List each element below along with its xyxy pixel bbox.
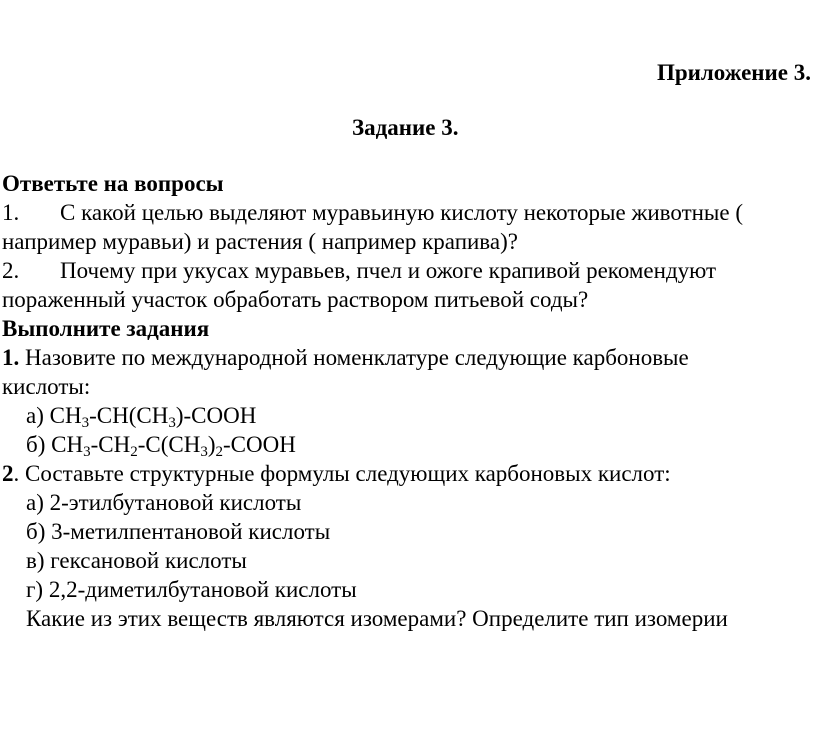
- formula-a-part: -CH(CH: [89, 403, 169, 428]
- task-2-item-b: б) 3-метилпентановой кислоты: [26, 519, 331, 544]
- formula-b-subscript: 3: [83, 444, 91, 460]
- appendix-label: Приложение 3.: [656, 60, 811, 85]
- question-2-number: 2.: [2, 258, 20, 283]
- formula-a-part: )-COOH: [175, 403, 257, 428]
- task-2-text-line1: . Составьте структурные формулы следующих карбоновых кислот:: [13, 461, 671, 486]
- question-2-text-line2: пораженный участок обработать раствором питьевой соды?: [2, 287, 589, 312]
- task-1-text-line2: кислоты:: [2, 374, 91, 399]
- formula-a-subscript: 3: [81, 415, 90, 431]
- task-2-item-c: в) гексановой кислоты: [26, 548, 247, 573]
- formula-a-part: а) CH: [26, 403, 82, 428]
- formula-b-part: -C(CH: [137, 432, 201, 457]
- formula-a-subscript: 3: [168, 415, 176, 431]
- question-1-text-line1: С какой целью выделяют муравьиную кислоту некоторые животные (: [60, 200, 744, 225]
- task-2-number: 2: [2, 461, 14, 486]
- question-1-number: 1.: [2, 200, 20, 225]
- task-title: Задание 3.: [352, 115, 459, 140]
- task-1-number: 1.: [2, 345, 20, 370]
- questions-heading: Ответьте на вопросы: [2, 171, 224, 196]
- task-2-final-question: Какие из этих веществ являются изомерами? Определите тип изомерии: [26, 606, 728, 631]
- document-body: [2, 169, 802, 633]
- task-1-text-line1: Назовите по международной номенклатуре следующие карбоновые: [19, 345, 689, 370]
- formula-a: [2, 401, 802, 430]
- question-2-text-line1: Почему при укусах муравьев, пчел и ожоге крапивой рекомендуют: [60, 258, 717, 283]
- formula-b-subscript: 2: [215, 444, 223, 460]
- task-1: [2, 343, 802, 372]
- task-2-item-a: а) 2-этилбутановой кислоты: [26, 490, 302, 515]
- formula-b-subscript: 2: [130, 444, 138, 460]
- formula-b-subscript: 3: [200, 444, 208, 460]
- formula-b: [2, 430, 802, 459]
- formula-b-part: -COOH: [222, 432, 296, 457]
- question-1-text-line2: например муравьи) и растения ( например крапива)?: [2, 229, 518, 254]
- question-1: [2, 198, 802, 227]
- task-2: [2, 459, 802, 488]
- formula-b-part: б) CH: [26, 432, 84, 457]
- formula-b-part: -CH: [90, 432, 131, 457]
- tasks-heading: Выполните задания: [2, 316, 210, 341]
- question-2: [2, 256, 802, 285]
- formula-b-part: ): [207, 432, 216, 457]
- task-2-item-d: г) 2,2-диметилбутановой кислоты: [26, 577, 357, 602]
